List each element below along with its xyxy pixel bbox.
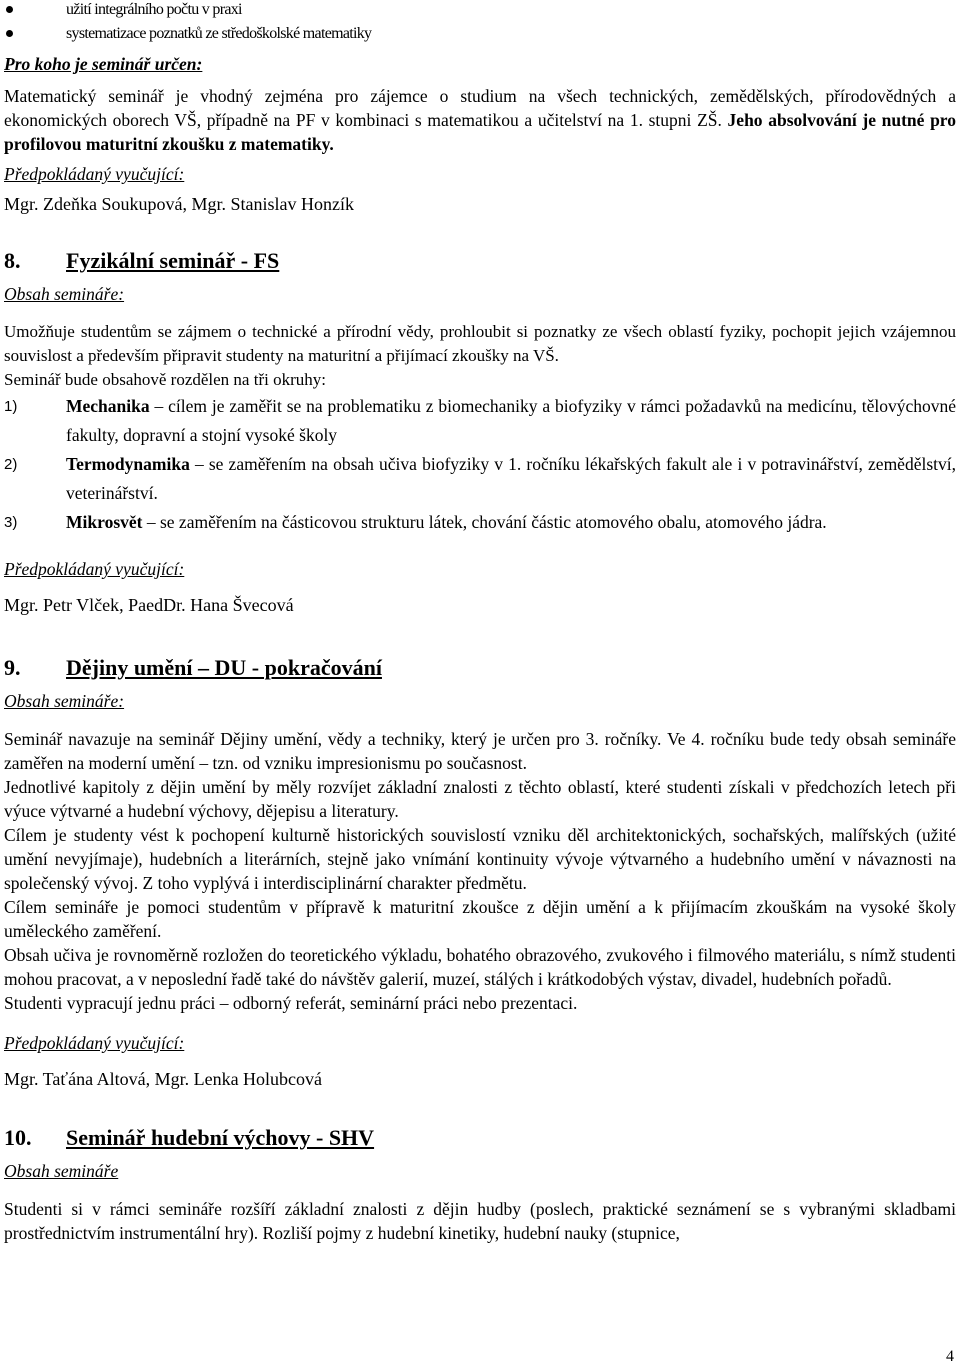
art-paragraph: Obsah učiva je rovnoměrně rozložen do teoretického výkladu, bohatého obrazového, zvukového i filmového materiálu, s nímž studenti mohou pracovat, a v neposlední řadě také do návštěv galerií, muzeí, stálých i krátkodobých výstav, divadel, hudebních pořadů. <box>4 945 956 989</box>
art-paragraph: Seminář navazuje na seminář Dějiny umění, vědy a techniky, který je určen pro 3. ročníky. Ve 4. ročníku bude tedy obsah semináře zaměřen na moderní umění – tzn. od vzniku impresionismu po současnost. <box>4 729 956 773</box>
bullet-item: užití integrálního počtu v praxi <box>4 0 956 24</box>
page-number: 4 <box>946 1348 954 1365</box>
topic-number: 1) <box>4 398 18 415</box>
math-teacher: Mgr. Zdeňka Soukupová, Mgr. Stanislav Honzík <box>4 194 354 214</box>
art-paragraph: Cílem semináře je pomoci studentům v přípravě k maturitní zkoušce z dějin umění a k přijímacím zkouškám na vysoké školy uměleckého zaměření. <box>4 897 956 941</box>
bullet-list <box>4 0 956 48</box>
art-teacher: Mgr. Taťána Altová, Mgr. Lenka Holubcová <box>4 1069 323 1089</box>
section-title: Seminář hudební výchovy - SHV <box>66 1125 375 1150</box>
art-content-label: Obsah semináře: <box>4 691 125 711</box>
topic-number: 3) <box>4 514 18 531</box>
art-paragraph: Cílem je studenty vést k pochopení kulturně historických souvislostí vzniku děl architektonických, sochařských, malířských (užité umění nevyjímaje), hudebních a literárních, stejně jako vnímání kontinuity vývoje výtvarného a hudebního umění v návaznosti na společenský vývoj. Z toho vyplývá i interdisciplinární charakter předmětu. <box>4 825 956 893</box>
section-title: Fyzikální seminář - FS <box>66 248 280 273</box>
section-heading-art <box>4 653 956 683</box>
topic-item <box>4 392 956 450</box>
topic-term: Mikrosvět <box>66 512 143 532</box>
music-text: Studenti si v rámci semináře rozšíří základní znalosti z dějin hudby (poslech, praktické seznámení se s vybranými skladbami prostřednictvím instrumentální hry). Rozliší pojmy z hudební kinetiky, hudební nauky (stupnice, <box>4 1199 956 1243</box>
section-number: 9. <box>4 655 21 680</box>
topic-term: Mechanika <box>66 396 150 416</box>
section-number: 8. <box>4 248 21 273</box>
topic-item <box>4 508 956 537</box>
topic-text: – se zaměřením na obsah učiva biofyziky v 1. ročníku lékařských fakult ale i v potravinářství, zemědělství, veterinářství. <box>66 454 956 503</box>
topic-term: Termodynamika <box>66 454 190 474</box>
art-paragraph: Jednotlivé kapitoly z dějin umění by měly rozvíjet základní znalosti z těchto oblastí, které studenti získali v předchozích letech při výuce výtvarné a hudební výchovy, dějepisu a literatury. <box>4 777 956 821</box>
bullet-item: systematizace poznatků ze středoškolské matematiky <box>4 24 956 48</box>
for-whom-bold: Jeho absolvování je nutné pro profilovou maturitní zkoušku z matematiky. <box>4 110 957 154</box>
topic-item <box>4 450 956 508</box>
topic-text: – se zaměřením na částicovou strukturu látek, chování částic atomového obalu, atomového jádra. <box>142 512 827 532</box>
physics-topics <box>4 392 956 537</box>
for-whom-label: Pro koho je seminář určen: <box>4 54 203 74</box>
for-whom-body: Matematický seminář je vhodný zejména pro zájemce o studium na všech technických, zemědělských, přírodovědných a ekonomických oborech VŠ, případně na PF v kombinaci s matematikou a učitelství na 1. stupni ZŠ. <box>4 86 956 130</box>
document-page <box>4 0 956 1245</box>
physics-teacher: Mgr. Petr Vlček, PaedDr. Hana Švecová <box>4 595 294 615</box>
math-teacher-label: Předpokládaný vyučující: <box>4 164 185 184</box>
physics-content-label: Obsah semináře: <box>4 284 125 304</box>
topic-text: – cílem je zaměřit se na problematiku z biomechaniky a biofyziky v rámci požadavků na medicínu, tělovýchovné fakulty, dopravní a stojní vysoké školy <box>66 396 956 445</box>
section-heading-music <box>4 1123 956 1153</box>
physics-sections-intro: Seminář bude obsahově rozdělen na tři okruhy: <box>4 370 326 389</box>
for-whom-text <box>4 84 956 156</box>
section-heading-physics <box>4 246 956 276</box>
topic-number: 2) <box>4 456 18 473</box>
music-content-label: Obsah semináře <box>4 1161 119 1181</box>
art-teacher-label: Předpokládaný vyučující: <box>4 1033 185 1053</box>
section-number: 10. <box>4 1125 32 1150</box>
physics-intro: Umožňuje studentům se zájmem o technické a přírodní vědy, prohloubit si poznatky ze všech oblastí fyziky, pochopit jejich vzájemnou souvislost a především připravit studenty na maturitní a přijímací zkoušky na VŠ. <box>4 322 956 365</box>
art-paragraph: Studenti vypracují jednu práci – odborný referát, seminární práci nebo prezentaci. <box>4 993 578 1013</box>
physics-teacher-label: Předpokládaný vyučující: <box>4 559 185 579</box>
section-title: Dějiny umění – DU - pokračování <box>66 655 382 680</box>
